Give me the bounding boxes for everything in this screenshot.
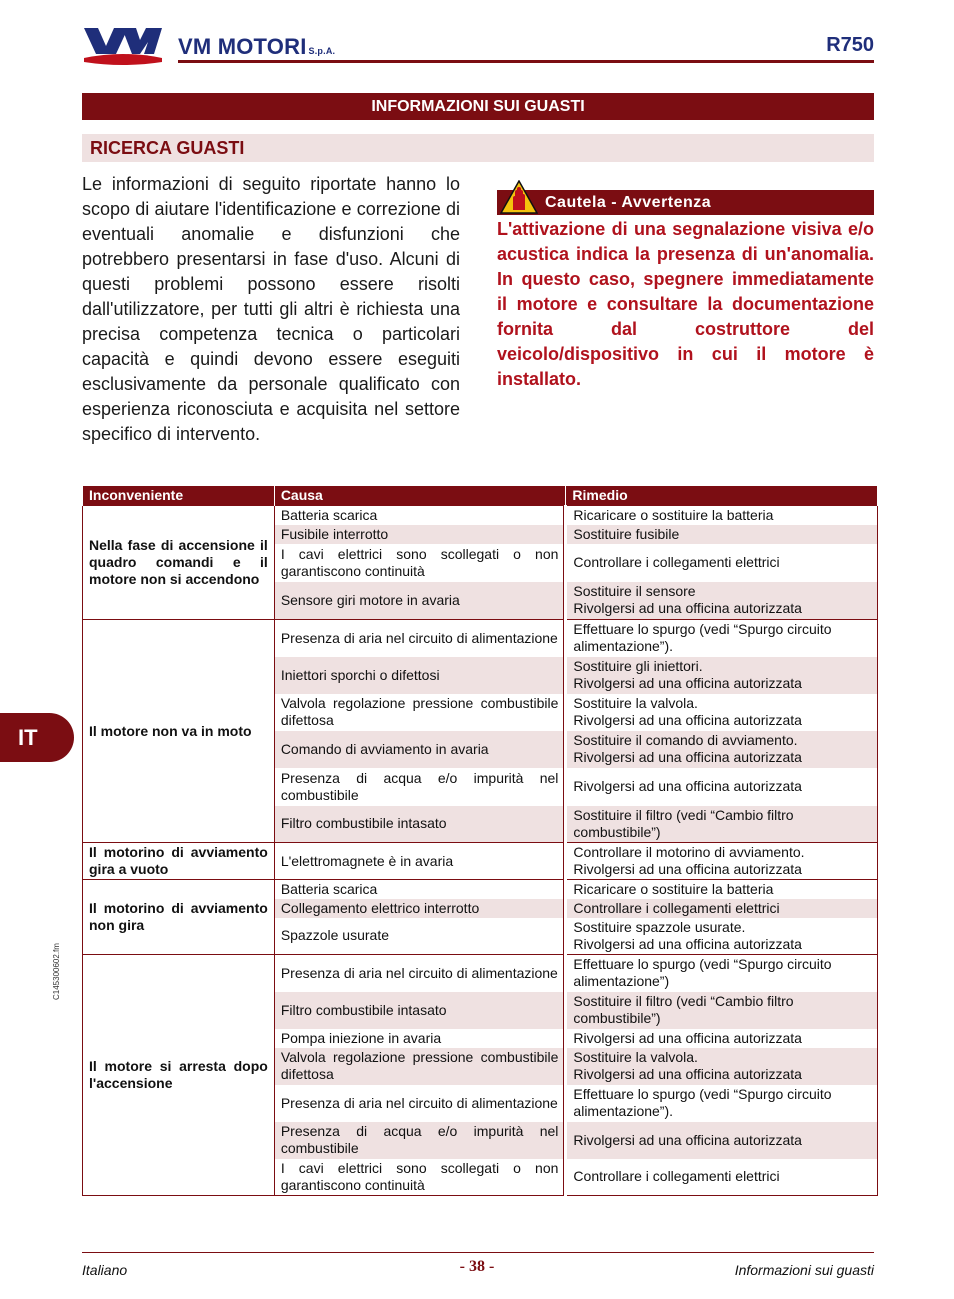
cause-cell: Iniettori sporchi o difettosi [274, 657, 566, 694]
problem-cell: Il motorino di avviamento non gira [83, 880, 275, 955]
cause-cell: Batteria scarica [274, 880, 566, 899]
cause-cell: L'elettromagnete è in avaria [274, 843, 566, 880]
file-code: C145300602.fm [52, 943, 61, 1000]
warning-text: L'attivazione di una segnalazione visiva e/o acustica indica la presenza di un'anomalia. In questo caso, spegnere immediatamente il motore e consultare la documentazione fornita dal costruttore del veicolo/dispositivo in cui il motore è installato. [497, 219, 874, 389]
table-row [83, 880, 878, 899]
footer-divider [82, 1252, 874, 1253]
cause-cell: Spazzole usurate [274, 918, 566, 955]
header-problem: Inconveniente [83, 486, 275, 506]
cause-cell: Comando di avviamento in avaria [274, 731, 566, 768]
cause-cell: Valvola regolazione pressione combustibile difettosa [274, 694, 566, 731]
cause-cell: Presenza di aria nel circuito di alimentazione [274, 620, 566, 657]
table-row [83, 843, 878, 880]
cause-cell: Presenza di acqua e/o impurità nel combustibile [274, 768, 566, 806]
section-title: INFORMAZIONI SUI GUASTI [82, 93, 874, 120]
footer-language: Italiano [82, 1262, 128, 1278]
problem-cell: Il motore non va in moto [83, 620, 275, 843]
intro-paragraph: Le informazioni di seguito riportate hanno lo scopo di aiutare l'identificazione e correzione di eventuali anomalie e disfunzioni che potrebbero presentarsi in fase d'uso. Alcuni di questi problemi possono essere risolti dall'utilizzatore, per tutti gli altri è richiesta una precisa competenza tecnica o particolari capacità e quindi devono essere eseguiti esclusivamente da personale qualificato con esperienza riconosciuta e acquisita nel settore specifico di intervento. [82, 174, 460, 444]
brand-suffix: S.p.A. [308, 46, 336, 56]
header-cause: Causa [274, 486, 566, 506]
remedy-cell: Sostituire gli iniettori. Rivolgersi ad una officina autorizzata [566, 657, 878, 694]
subsection-title: RICERCA GUASTI [82, 134, 874, 162]
cause-cell: Pompa iniezione in avaria [274, 1029, 566, 1048]
cause-cell: I cavi elettrici sono scollegati o non garantiscono continuità [274, 1159, 566, 1196]
remedy-cell: Sostituire il filtro (vedi “Cambio filtro combustibile”) [566, 806, 878, 843]
remedy-cell: Effettuare lo spurgo (vedi “Spurgo circuito alimentazione”). [566, 620, 878, 657]
remedy-cell: Sostituire spazzole usurate. Rivolgersi ad una officina autorizzata [566, 918, 878, 955]
remedy-cell: Rivolgersi ad una officina autorizzata [566, 1122, 878, 1159]
table-row [83, 955, 878, 992]
problem-cell: Il motore si arresta dopo l'accensione [83, 955, 275, 1196]
model-label: R750 [826, 34, 874, 56]
problem-cell: Nella fase di accensione il quadro comandi e il motore non si accendono [83, 506, 275, 620]
remedy-cell: Sostituire fusibile [566, 525, 878, 544]
remedy-cell: Controllare il motorino di avviamento. Rivolgersi ad una officina autorizzata [566, 843, 878, 880]
header-remedy: Rimedio [566, 486, 878, 506]
cause-cell: Valvola regolazione pressione combustibile difettosa [274, 1048, 566, 1085]
problem-cell: Il motorino di avviamento gira a vuoto [83, 843, 275, 880]
header-divider [178, 60, 874, 63]
cause-cell: Sensore giri motore in avaria [274, 582, 566, 620]
cause-cell: I cavi elettrici sono scollegati o non garantiscono continuità [274, 544, 566, 582]
remedy-cell: Effettuare lo spurgo (vedi “Spurgo circuito alimentazione”) [566, 955, 878, 992]
cause-cell: Filtro combustibile intasato [274, 992, 566, 1029]
remedy-cell: Sostituire il filtro (vedi “Cambio filtro combustibile”) [566, 992, 878, 1029]
remedy-cell: Controllare i collegamenti elettrici [566, 899, 878, 918]
cause-cell: Presenza di aria nel circuito di alimentazione [274, 1085, 566, 1122]
remedy-cell: Controllare i collegamenti elettrici [566, 544, 878, 582]
cause-cell: Presenza di aria nel circuito di alimentazione [274, 955, 566, 992]
footer-section: Informazioni sui guasti [734, 1262, 874, 1278]
remedy-cell: Ricaricare o sostituire la batteria [566, 880, 878, 899]
language-tab: IT [0, 713, 74, 762]
vm-logo-icon [82, 24, 164, 68]
remedy-cell: Rivolgersi ad una officina autorizzata [566, 768, 878, 806]
cause-cell: Fusibile interrotto [274, 525, 566, 544]
remedy-cell: Sostituire la valvola. Rivolgersi ad una officina autorizzata [566, 1048, 878, 1085]
remedy-cell: Sostituire il sensore Rivolgersi ad una officina autorizzata [566, 582, 878, 620]
page-number: - 38 - [459, 1258, 495, 1275]
table-row [83, 620, 878, 657]
cause-cell: Collegamento elettrico interrotto [274, 899, 566, 918]
remedy-cell: Rivolgersi ad una officina autorizzata [566, 1029, 878, 1048]
remedy-cell: Ricaricare o sostituire la batteria [566, 506, 878, 525]
warning-title: Cautela - Avvertenza [497, 190, 874, 215]
remedy-cell: Effettuare lo spurgo (vedi “Spurgo circuito alimentazione”). [566, 1085, 878, 1122]
cause-cell: Filtro combustibile intasato [274, 806, 566, 843]
stop-hand-icon [500, 180, 538, 214]
remedy-cell: Sostituire il comando di avviamento. Rivolgersi ad una officina autorizzata [566, 731, 878, 768]
troubleshooting-table [82, 485, 878, 1196]
remedy-cell: Sostituire la valvola. Rivolgersi ad una officina autorizzata [566, 694, 878, 731]
remedy-cell: Controllare i collegamenti elettrici [566, 1159, 878, 1196]
table-row [83, 506, 878, 525]
table-header-row [83, 486, 878, 506]
brand-name: VM MOTORI S.p.A. [178, 34, 336, 59]
cause-cell: Batteria scarica [274, 506, 566, 525]
cause-cell: Presenza di acqua e/o impurità nel combustibile [274, 1122, 566, 1159]
